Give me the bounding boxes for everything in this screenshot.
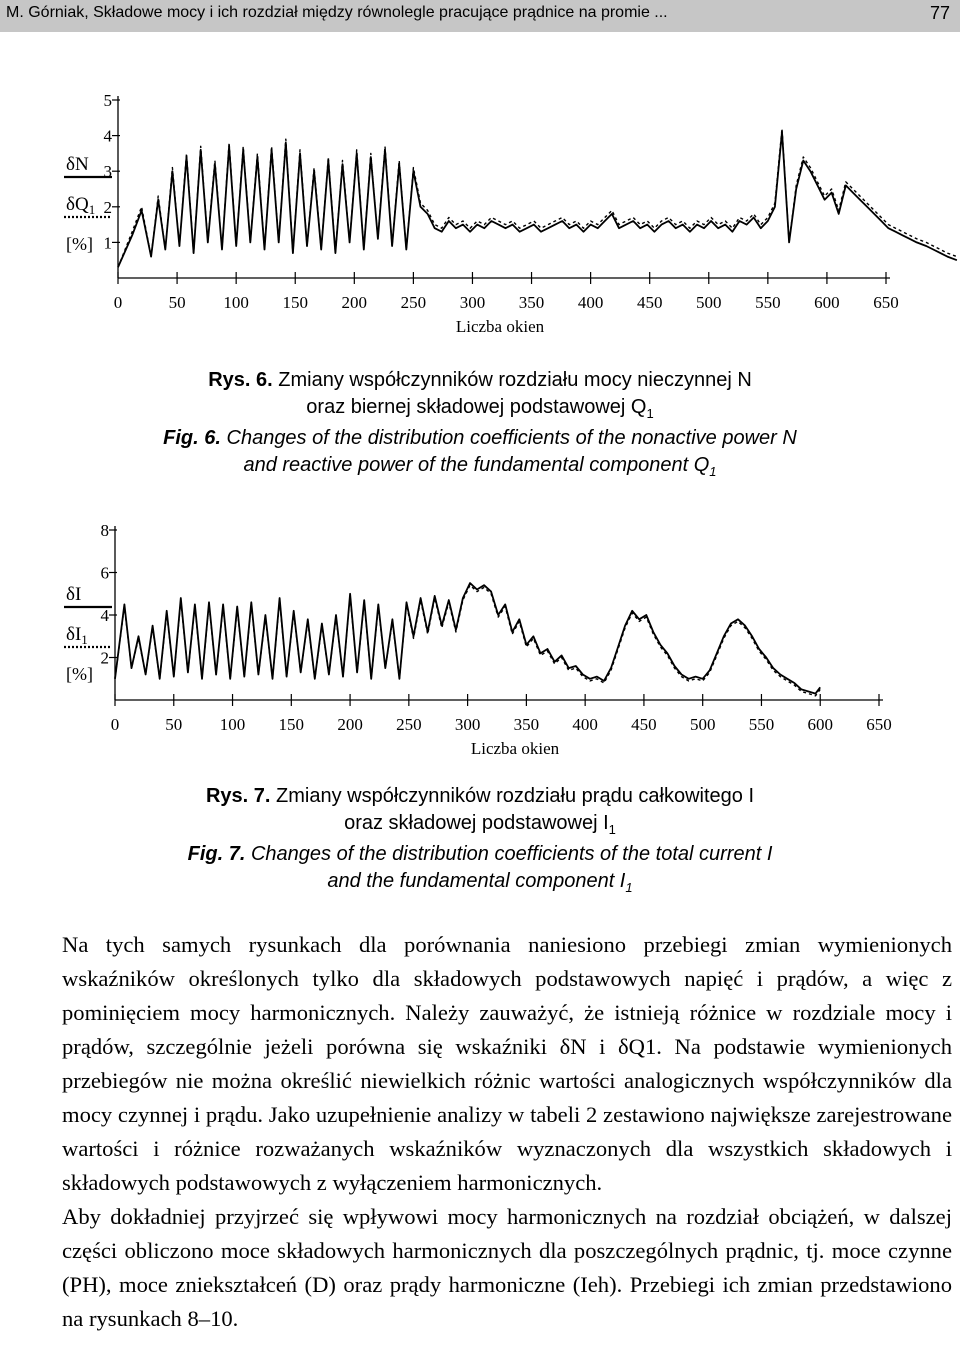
y-tick-label: 3 <box>103 162 112 182</box>
x-tick-label: 600 <box>807 715 833 734</box>
x-tick-label: 100 <box>223 293 249 312</box>
x-tick-label: 350 <box>513 715 540 734</box>
y-tick-label: 1 <box>103 233 112 253</box>
subscript: 1 <box>625 880 633 895</box>
figure-7-caption-pl <box>0 783 960 843</box>
series-line-dotted <box>118 129 957 268</box>
figure-6-title-pl-2: oraz biernej składowej podstawowej Q <box>306 396 647 418</box>
y-tick-label: 2 <box>103 197 112 217</box>
x-tick-label: 300 <box>454 715 481 734</box>
figure-6-label-en: Fig. 6. <box>163 427 221 449</box>
figure-7-label-en: Fig. 7. <box>187 843 246 865</box>
x-tick-label: 150 <box>282 293 308 312</box>
x-tick-label: 650 <box>873 293 899 312</box>
y-tick-label: 4 <box>100 606 109 625</box>
x-tick-label: 400 <box>577 293 604 312</box>
x-tick-label: 50 <box>165 715 183 734</box>
figure-6-title-en-2: and reactive power of the fundamental component Q <box>243 454 710 476</box>
x-tick-label: 500 <box>689 715 716 734</box>
figure-7-caption-en <box>0 841 960 901</box>
page-number: 77 <box>929 3 950 23</box>
running-header <box>0 0 960 32</box>
y-axis-label: [%] <box>66 234 93 254</box>
x-tick-label: 350 <box>518 293 545 312</box>
y-axis-label: [%] <box>66 664 93 684</box>
x-tick-label: 550 <box>755 293 781 312</box>
paragraph-1: Na tych samych rysunkach dla porównania naniesiono przebiegi zmian wymienionych wskaźników określonych tylko dla składowych podstawowych napięć i prądów, a więc z pominięciem mocy harmonicznych. Należy zauważyć, że istnieją różnice w rozdziale mocy i prądów, szczególnie jeżeli porówna się wskaźniki δN i δQ1. Na podstawie wymienionych przebiegów nie można określić niewielkich różnic wartości analogicznych współczynników dla mocy czynnej i prądu. Jako uzupełnienie analizy w tabeli 2 zestawiono największe zarejestrowane wartości i różnice rozważanych wskaźników wyznaczonych dla wszystkich składowych i składowych podstawowych z wyłączeniem harmonicznych. <box>62 932 952 1195</box>
figure-6-title-en-1: Changes of the distribution coefficients of the nonactive power N <box>226 427 797 449</box>
legend-label: δI <box>66 584 82 605</box>
series-line-dotted <box>115 585 820 696</box>
x-tick-label: 0 <box>110 715 120 734</box>
y-tick-label: 5 <box>103 91 112 110</box>
body-text <box>62 928 952 1336</box>
figure-7-title-pl-2: oraz składowej podstawowej I <box>344 812 609 834</box>
x-tick-label: 0 <box>113 293 123 312</box>
x-tick-label: 450 <box>631 715 657 734</box>
figure-7-chart <box>0 510 960 790</box>
x-tick-label: 450 <box>636 293 663 312</box>
series-line-solid <box>118 132 957 267</box>
y-tick-label: 4 <box>103 126 112 146</box>
legend-label: $\delta Q_1$ <box>66 194 96 217</box>
x-tick-label: 250 <box>400 293 427 312</box>
figure-6-caption-pl <box>0 367 960 427</box>
x-tick-label: 200 <box>341 293 368 312</box>
figure-6-title-pl-1: Zmiany współczynników rozdziału mocy nieczynnej N <box>278 369 752 391</box>
y-tick-label: 2 <box>100 648 109 668</box>
series-line-solid <box>115 583 820 694</box>
figure-7-label-pl: Rys. 7. <box>205 785 271 807</box>
y-tick-label: 6 <box>100 563 109 583</box>
x-tick-label: 500 <box>696 293 722 312</box>
x-tick-label: 600 <box>814 293 840 312</box>
x-tick-label: 50 <box>168 293 186 312</box>
figure-7-title-en-2: and the fundamental component I <box>327 870 626 892</box>
y-tick-label: 8 <box>100 521 109 540</box>
subscript: 1 <box>646 406 654 421</box>
x-tick-label: 300 <box>459 293 486 312</box>
legend-label: $\delta I_1$ <box>66 624 88 647</box>
x-tick-label: 100 <box>219 715 246 734</box>
running-title: M. Górniak, Składowe mocy i ich rozdział między równolegle pracujące prądnice na promie ... <box>6 4 668 21</box>
paragraph-2: Aby dokładniej przyjrzeć się wpływowi mocy harmonicznych na rozdział obciążeń, w dalszej części obliczono moce składowych harmonicznych dla poszczególnych prądnic, tj. moce czynne (PH), moce zniekształceń (D) oraz prądy harmoniczne (Ieh). Przebiegi ich zmian przedstawiono na rysunkach 8–10. <box>62 1204 952 1331</box>
x-tick-label: 400 <box>572 715 598 734</box>
subscript: 1 <box>608 822 616 837</box>
figure-6-label-pl: Rys. 6. <box>208 369 273 391</box>
x-tick-label: 550 <box>748 715 775 734</box>
x-tick-label: 200 <box>337 715 363 734</box>
x-axis-label: Liczba okien <box>455 317 545 336</box>
x-axis-label: Liczba okien <box>470 739 560 758</box>
legend-label: δN <box>66 154 89 175</box>
x-tick-label: 150 <box>278 715 305 734</box>
x-tick-label: 650 <box>866 715 892 734</box>
figure-6-caption-en <box>0 425 960 485</box>
x-tick-label: 250 <box>396 715 422 734</box>
subscript: 1 <box>709 464 717 479</box>
figure-7-title-en-1: Changes of the distribution coefficients of the total current I <box>250 843 773 865</box>
figure-7-title-pl-1: Zmiany współczynników rozdziału prądu całkowitego I <box>276 785 755 807</box>
